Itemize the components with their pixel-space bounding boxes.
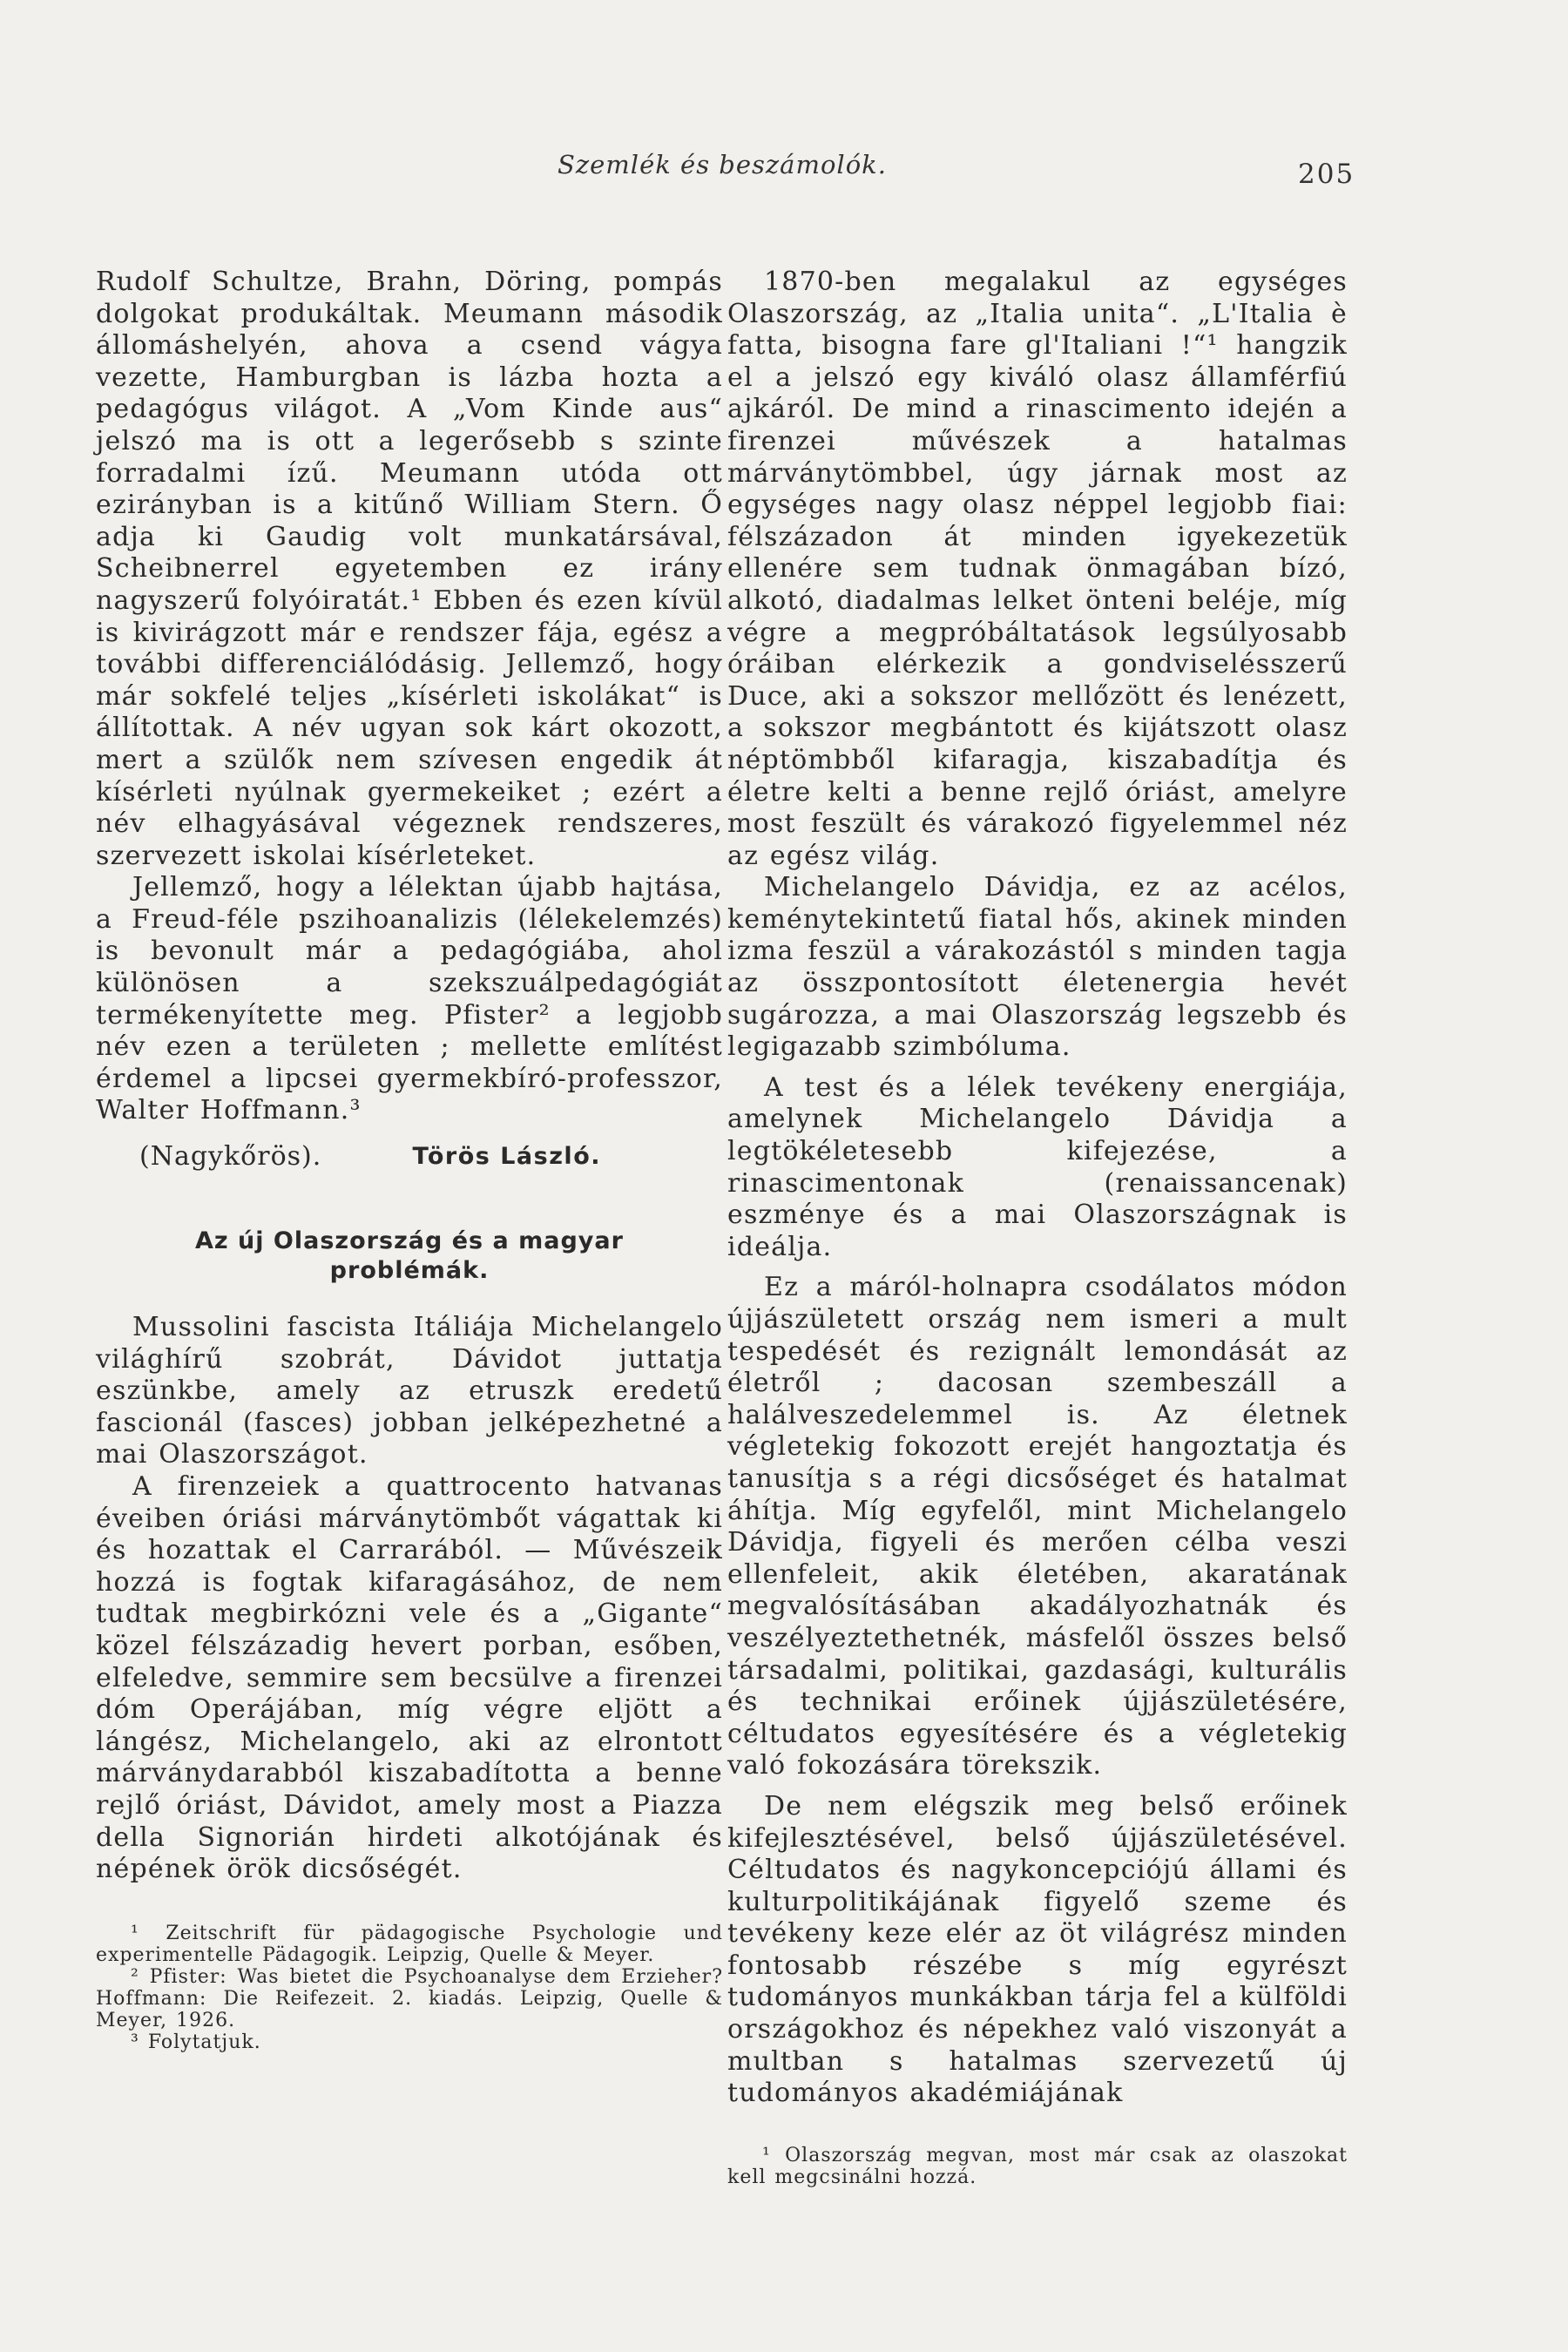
right-paragraph-1: 1870-ben megalakul az egységes Olaszország, az „Italia unita“. „L'Italia è fatta, bisogna fare gl'Italiani !“¹ hangzik el a jelszó egy kiváló olasz államférfiú ajkáról. De mind a rinascimento idején a firenzei művészek a hatalmas márványtömbbel, úgy járnak most az egységes nagy olasz néppel legjobb fiai: félszázadon át minden igyekezetük ellenére sem tudnak önmagában bízó, alkotó, diadalmas lelket önteni beléje, míg végre a megpróbáltatások legsúlyosabb óráiban elérkezik a gondviselésszerű Duce, aki a sokszor mellőzött és lenézett, a sokszor megbántott és kijátszott olasz néptömbből kifaragja, kiszabadítja és életre kelti a benne rejlő óriást, amelyre most feszült és várakozó figyelemmel néz az egész világ. (727, 267, 1348, 871)
left-footnotes (96, 1923, 723, 2053)
right-paragraph-5: De nem elégszik meg belső erőinek kifejlesztésével, belső újjászületésével. Céltudatos és nagykoncepciójú állami és kulturpolitikájának figyelő szeme és tevékeny keze elér az öt világrész minden fontosabb részébe s míg egyrészt tudományos munkákban tárja fel a külföldi országokhoz és népekhez való viszonyát a multban s hatalmas szervezetű új tudományos akadémiájának (727, 1790, 1348, 2109)
page-number: 205 (1298, 159, 1355, 190)
footnote-2: ² Pfister: Was bietet die Psychoanalyse dem Erzieher? Hoffmann: Die Reifezeit. 2. kiadás. Leipzig, Quelle & Meyer, 1926. (96, 1965, 723, 2031)
right-paragraph-3: A test és a lélek tevékeny energiája, amelynek Michelangelo Dávidja a legtökéletesebb kifejezése, a rinascimentonak (renaissancenak) eszménye és a mai Olaszországnak is ideálja. (727, 1071, 1348, 1262)
article1-paragraph-1: Rudolf Schultze, Brahn, Döring, pompás dolgokat produkáltak. Meumann második állomáshelyén, ahova a csend vágya vezette, Hamburgban is lázba hozta a pedagógus világot. A „Vom Kinde aus“ jelszó ma is ott a legerősebb s szinte forradalmi ízű. Meumann utóda ott ezirányban is a kitűnő William Stern. Ő adja ki Gaudig volt munkatársával, Scheibnerrel egyetemben ez irány nagyszerű folyóiratát.¹ Ebben és ezen kívül is kivirágzott már e rendszer fája, egész a további differenciálódásig. Jellemző, hogy már sokfelé teljes „kísérleti iskolákat“ is állítottak. A név ugyan sok kárt okozott, mert a szülők nem szívesen engedik át kísérleti nyúlnak gyermekeiket ; ezért a név elhagyásával végeznek rendszeres, szervezett iskolai kísérleteket. (96, 267, 723, 871)
right-column (727, 267, 1348, 2188)
article2-paragraph-1: Mussolini fascista Itáliája Michelangelo világhírű szobrát, Dávidot juttatja eszünkbe, amely az etruszk eredetű fascionál (fasces) jobban jelképezhetné a mai Olaszországot. (96, 1312, 723, 1470)
running-head: Szemlék és beszámolók. (558, 150, 887, 179)
signature-name: Törös László. (412, 1143, 601, 1171)
article1-paragraph-2: Jellemző, hogy a lélektan újabb hajtása, a Freud-féle pszihoanalizis (lélekelemzés) is bevonult már a pedagógiába, ahol különösen a szekszuálpedagógiát termékenyítette meg. Pfister² a legjobb név ezen a területen ; mellette említést érdemel a lipcsei gyermekbíró-professzor, Walter Hoffmann.³ (96, 872, 723, 1126)
author-signature (96, 1141, 723, 1173)
footnote-1: ¹ Zeitschrift für pädagogische Psychologie und experimentelle Pädagogik. Leipzig, Quelle & Meyer. (96, 1922, 723, 1966)
right-paragraph-2: Michelangelo Dávidja, ez az acélos, keménytekintetű fiatal hős, akinek minden izma feszül a várakozástól s minden tagja az összpontosított életenergia hevét sugározza, a mai Olaszország legszebb és legigazabb szimbóluma. (727, 872, 1348, 1063)
signature-place: (Nagykőrös). (139, 1141, 322, 1173)
right-paragraph-4: Ez a máról-holnapra csodálatos módon újjászületett ország nem ismeri a mult tespedését és rezignált lemondását az életről ; dacosan szembeszáll a halálveszedelemmel is. Az életnek végletekig fokozott erejét hangoztatja és tanusítja s a régi dicsőséget és hatalmat áhítja. Míg egyfelől, mint Michelangelo Dávidja, figyeli és merően célba veszi ellenfeleit, akik életében, akaratának megvalósításában akadályozhatnák és veszélyeztethetnék, másfelől összes belső társadalmi, politikai, gazdasági, kulturális és technikai erőinek újjászületésére, céltudatos egyesítésére és a végletekig való fokozására törekszik. (727, 1272, 1348, 1781)
right-footnotes (727, 2145, 1348, 2188)
article2-title: Az új Olaszország és a magyar problémák. (195, 1227, 624, 1285)
article2-paragraph-2: A firenzeiek a quattrocento hatvanas éveiben óriási márványtömbőt vágattak ki és hozattak el Carrarából. — Művészeik hozzá is fogtak kifaragásához, de nem tudtak megbirkózni vele és a „Gigante“ közel félszázadig hevert porban, esőben, elfeledve, semmire sem becsülve a firenzei dóm Operájában, míg végre eljött a lángész, Michelangelo, aki az elrontott márványdarabból kiszabadította a benne rejlő óriást, Dávidot, amely most a Piazza della Signorián hirdeti alkotójának és népének örök dicsőségét. (96, 1471, 723, 1885)
right-footnote-1: ¹ Olaszország megvan, most már csak az olaszokat kell megcsinálni hozzá. (727, 2144, 1348, 2188)
left-column (96, 267, 723, 2053)
footnote-3: ³ Folytatjuk. (131, 2031, 261, 2053)
